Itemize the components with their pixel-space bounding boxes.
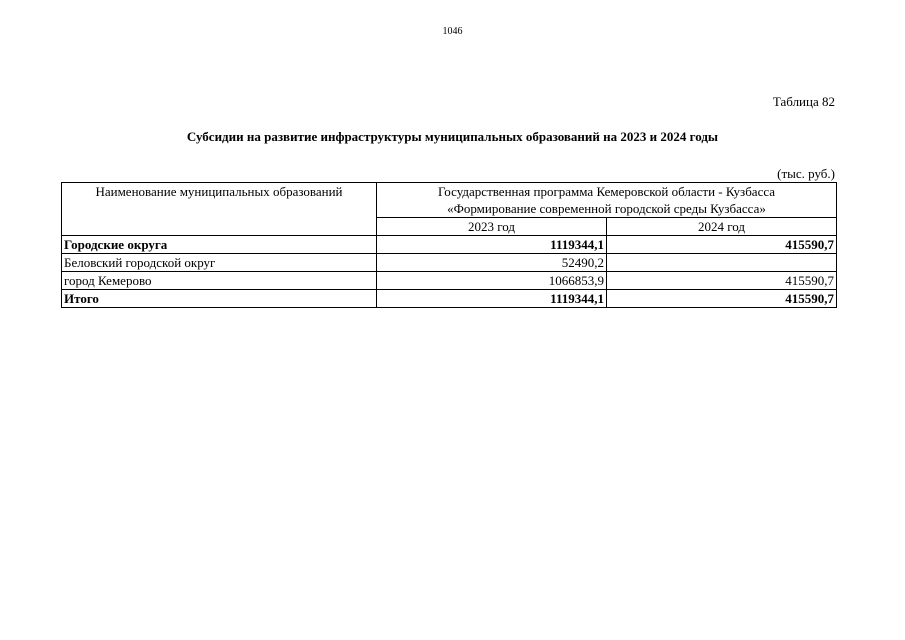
row-value-2024: 415590,7 [607,290,837,308]
document-title: Субсидии на развитие инфраструктуры муниципальных образований на 2023 и 2024 годы [186,129,719,144]
table-header-row [62,183,837,218]
row-value-2023: 52490,2 [377,254,607,272]
row-name: Городские округа [62,236,377,254]
table-row-total [62,290,837,308]
row-value-2023: 1119344,1 [377,290,607,308]
table-row [62,272,837,290]
table-row [62,236,837,254]
row-name: Итого [62,290,377,308]
table-label: Таблица 82 [772,94,835,109]
row-value-2024 [607,254,837,272]
row-value-2023: 1119344,1 [377,236,607,254]
header-program-line2: «Формирование современной городской среды Кузбасса» [447,201,766,216]
table-row [62,254,837,272]
row-name: Беловский городской округ [62,254,377,272]
header-year-2024: 2024 год [607,218,837,236]
row-value-2023: 1066853,9 [377,272,607,290]
units-label: (тыс. руб.) [777,166,835,181]
header-year-2023: 2023 год [377,218,607,236]
header-program [377,183,837,218]
row-value-2024: 415590,7 [607,236,837,254]
row-value-2024: 415590,7 [607,272,837,290]
row-name: город Кемерово [62,272,377,290]
page-number: 1046 [442,26,463,37]
header-municipality: Наименование муниципальных образований [62,183,377,236]
subsidies-table [61,182,837,308]
header-program-line1: Государственная программа Кемеровской области - Кузбасса [437,184,776,199]
